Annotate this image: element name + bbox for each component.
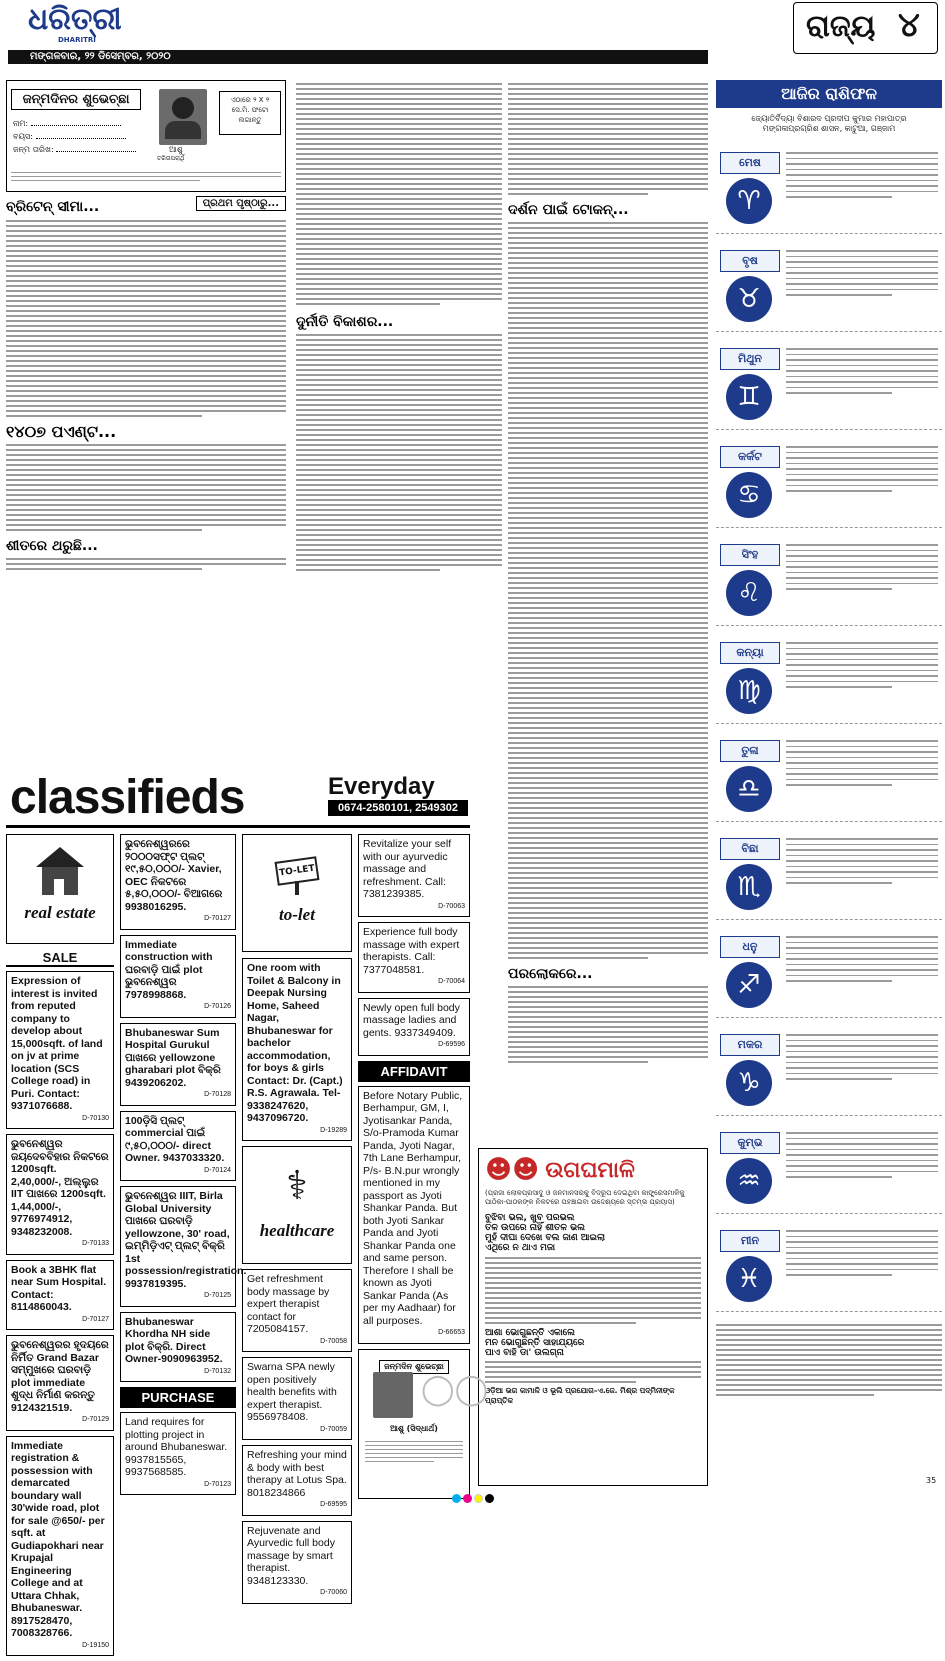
birthday-ad-photo xyxy=(373,1372,413,1418)
zodiac-prediction xyxy=(786,1226,938,1280)
ads-list xyxy=(242,1269,352,1604)
zodiac-sign-name: ତୁଳା xyxy=(720,740,780,762)
logo xyxy=(28,4,158,44)
birthday-sample-name: ଆଶୁ xyxy=(169,145,183,154)
horoscope-title: ଆଜିର ରାଶିଫଳ xyxy=(716,80,942,108)
classified-ad-code: D-70129 xyxy=(82,1416,109,1423)
classifieds-everyday: Everyday xyxy=(328,773,435,800)
zodiac-sign-name: ସିଂହ xyxy=(720,544,780,566)
ugaghamali-verse: ବୁଝିବା ଭଲ, ଖୁବ ପରଭଲ xyxy=(485,1213,575,1223)
classified-ad-code: D-19150 xyxy=(82,1641,109,1649)
classified-ad-text: Newly open full body massage ladies and gents. 9337349409. xyxy=(363,1001,460,1039)
classified-col-1 xyxy=(6,834,114,1661)
classified-ad xyxy=(120,1412,236,1495)
zodiac-sign-name: ମକର xyxy=(720,1034,780,1056)
scorpio-icon: ♏ xyxy=(726,864,772,910)
zodiac-prediction xyxy=(786,834,938,888)
classified-ad xyxy=(120,1312,236,1383)
zodiac-sign-name: ଧନୁ xyxy=(720,936,780,958)
to-let-sign-icon: TO-LET xyxy=(270,849,324,893)
cancer-icon: ♋ xyxy=(726,472,772,518)
classified-ad-code: D-70059 xyxy=(320,1425,347,1433)
article-body xyxy=(296,334,502,571)
tag-front-page: ପ୍ରଥମ ପୃଷ୍ଠାରୁ... xyxy=(196,196,286,211)
healthcare-label: healthcare xyxy=(259,1221,335,1240)
house-icon xyxy=(30,847,90,897)
classified-ad xyxy=(6,1436,114,1657)
headline-token: ଦର୍ଶନ ପାଇଁ ଟୋକନ୍... xyxy=(508,202,629,218)
headline-winter: ଶୀତରେ ଥରୁଛି... xyxy=(6,538,98,554)
real-estate-banner xyxy=(6,834,114,944)
article-body xyxy=(508,222,708,959)
zodiac-block xyxy=(716,728,942,822)
sagittarius-icon: ♐ xyxy=(726,962,772,1008)
classified-ad-code: D-69596 xyxy=(438,1041,465,1048)
classified-ad-text: Immediate construction with ଘରବାଡ଼ି ପାଇଁ plot ଭୁବନେଶ୍ୱର 7978998868. xyxy=(125,938,213,1001)
field-name: ନାମ: xyxy=(13,119,29,128)
ads-list xyxy=(6,971,114,1656)
ads-list xyxy=(120,834,247,1495)
field-age: ବୟସ: xyxy=(13,132,33,141)
classified-ad-code: D-70126 xyxy=(204,1003,231,1010)
faces-icon: ☻☻ xyxy=(485,1155,540,1185)
classifieds-section xyxy=(6,771,489,1649)
zodiac-block xyxy=(716,1022,942,1116)
classified-ad xyxy=(120,1023,236,1106)
classified-ad-text: 100ଡ଼ିସି ପ୍ଲଟ୍ commercial ପାଇଁ ୯,୫୦,୦୦୦/- direct Owner. 9437033320. xyxy=(125,1114,225,1164)
classified-ad-code: D-69595 xyxy=(320,1501,347,1508)
page-corner-number: 35 xyxy=(926,1476,937,1485)
classified-ad-code: D-70058 xyxy=(320,1337,347,1345)
headline-points: ୧୪୦୭ ପଏଣ୍ଟ... xyxy=(6,422,117,441)
article-body xyxy=(6,220,286,417)
birthday-ad-name: ଆଶୁ (ସିଦ୍ଧାର୍ଥ) xyxy=(390,1423,438,1433)
zodiac-prediction xyxy=(786,736,938,790)
pisces-icon: ♓ xyxy=(726,1256,772,1302)
classified-ad xyxy=(120,935,236,1018)
classified-col-4 xyxy=(358,834,489,1499)
article-body xyxy=(6,444,286,531)
healthcare-banner xyxy=(242,1146,352,1264)
zodiac-sign-name: କନ୍ୟା xyxy=(720,642,780,664)
classified-ad xyxy=(242,1521,352,1604)
classified-ad-text: Bhubaneswar Khordha NH side plot ବିକ୍ରି. Direct Owner-9090963952. xyxy=(125,1315,223,1365)
headline-obituary: ପରଲୋକରେ... xyxy=(508,966,593,982)
classified-ad xyxy=(6,1260,114,1331)
affidavit-label: AFFIDAVIT xyxy=(358,1061,470,1082)
zodiac-prediction xyxy=(786,540,938,594)
ads-list xyxy=(242,958,352,1141)
classified-col-2 xyxy=(120,834,247,1500)
dateline: ମଙ୍ଗଳବାର, ୨୨ ଡିସେମ୍ବର, ୨୦୨୦ xyxy=(30,51,171,62)
zodiac-prediction xyxy=(786,638,938,692)
article-middle xyxy=(296,80,502,766)
zodiac-block xyxy=(716,532,942,626)
to-let-label: to-let xyxy=(279,905,315,924)
classified-ad-text: Get refreshment body massage by expert therapist contact for 7205084157. xyxy=(247,1273,330,1335)
classified-ad-code: D-19289 xyxy=(320,1126,347,1134)
classified-ad xyxy=(358,922,470,993)
birthday-photo xyxy=(159,89,207,145)
zodiac-sign-name: ବୃଷ xyxy=(720,250,780,272)
section-title: ରାଜ୍ୟ xyxy=(806,9,876,44)
zodiac-block xyxy=(716,1120,942,1214)
astrologer-name: ଜ୍ୟୋତିର୍ବିଦ୍ୟା ବିଶାରଦ ପ୍ରଦୀପ କୁମାର ମହାପାତ୍ର xyxy=(751,114,907,123)
zodiac-prediction xyxy=(786,442,938,496)
classified-ad-text: Expression of interest is invited from reputed company to develop about 15,000sqft. of land on jv at prime location (SCS College road) in Puri. Contact: 9371076688. xyxy=(11,975,103,1112)
classified-ad-code: D-70127 xyxy=(82,1315,109,1323)
zodiac-prediction xyxy=(786,1128,938,1182)
ugaghamali-credit: ଓଡ଼ିଆ ଭଗ କାମାଳି ଓ ଭୂଲି ପ୍ରଯୋଗ–ଏ.ଜେ. ମିଶ୍ର ପଦ୍ମିନୀଙ୍କ ପ୍ରାପ୍ତିକ xyxy=(485,1386,675,1405)
classified-ad xyxy=(358,1086,470,1344)
classified-ad-code: D-70063 xyxy=(438,902,465,910)
headline-corruption: ଦୁର୍ନୀତି ବିକାଶର... xyxy=(296,314,394,330)
sale-label: SALE xyxy=(6,950,114,967)
headline-britain: ବ୍ରିଟେନ୍ ସୀମା... xyxy=(6,199,100,215)
classified-ad-code: D-70060 xyxy=(320,1589,347,1596)
horoscope-footer-text xyxy=(716,1324,942,1396)
classified-ad xyxy=(120,1111,236,1182)
zodiac-sign-name: ମୀନ xyxy=(720,1230,780,1252)
classified-ad-text: ଭୁବନେଶ୍ୱରରେ ୨୦୦୦ସଫ୍ଟ ପ୍ଲଟ୍ ୧୯,୫୦,୦୦୦/- Xavier, OEC ନିକଟରେ ୫,୫୦,୦୦୦/- ବିଆଗରେ 9938016295. xyxy=(125,838,223,913)
classified-ad xyxy=(120,834,236,930)
classified-ad xyxy=(120,1186,247,1307)
zodiac-block xyxy=(716,1218,942,1312)
ads-list xyxy=(358,834,470,1056)
classified-ad-text: Land requires for plotting project in around Bhubaneswar. 9937815565, 9937568585. xyxy=(125,1416,228,1478)
zodiac-prediction xyxy=(786,1030,938,1084)
ugaghamali-verse: ମୁହଁ ଦୀଘା ଦେଖେ ବଲ ଜାଣ ଆଇଲା xyxy=(485,1233,606,1243)
zodiac-sign-name: ମେଷ xyxy=(720,152,780,174)
classified-ad xyxy=(242,1357,352,1440)
birthday-form-title: ଜନ୍ମଦିନର ଶୁଭେଚ୍ଛା xyxy=(11,89,141,110)
zodiac-sign-name: କୁମ୍ଭ xyxy=(720,1132,780,1154)
ugaghamali-footer: ମନ ଭୋଗୁଛନ୍ତି ସାହାଯ୍ୟରେ xyxy=(485,1338,585,1348)
ugaghamali-verse: ଏଥିରେ ନ ଥାଏ ମଜା xyxy=(485,1243,556,1253)
horoscope-column xyxy=(716,80,942,1488)
zodiac-block xyxy=(716,238,942,332)
to-let-banner xyxy=(242,834,352,952)
classified-ad-text: One room with Toilet & Balcony in Deepak Nursing Home, Saheed Nagar, Bhubaneswar for bachelor accommodation, for boys & girls Contact: Dr. (Capt.) R.S. Agrawala. Tel- 9338247620, 9437096720. xyxy=(247,962,343,1124)
classified-ad-text: Swarna SPA newly open positively health benefits with expert therapist. 9556978408. xyxy=(247,1361,337,1423)
zodiac-prediction xyxy=(786,246,938,300)
zodiac-sign-name: ମିଥୁନ xyxy=(720,348,780,370)
aries-icon: ♈ xyxy=(726,178,772,224)
zodiac-prediction xyxy=(786,932,938,986)
classified-ad xyxy=(242,958,352,1141)
birthday-form-fields xyxy=(13,117,153,156)
zodiac-block xyxy=(716,336,942,430)
zodiac-block xyxy=(716,924,942,1018)
ugaghamali-footer: ଆଶା ଭୋଗୁଛନ୍ତି ଏକାଲେ xyxy=(485,1328,575,1338)
classified-ad xyxy=(358,998,470,1056)
classified-ad-code: D-70123 xyxy=(204,1480,231,1488)
field-dob: ଜନ୍ମ ତାରିଖ: xyxy=(13,145,54,154)
classified-ad xyxy=(242,1269,352,1352)
aquarius-icon: ♒ xyxy=(726,1158,772,1204)
ugaghamali-subtitle: (ପ୍ରଜା ଲୋକପ୍ରସାଦୁ ଓ ଜନମାନସରକୁ ବିଦ୍ରୂପ ଦେଇଥିବା କାଙ୍ଗ୍ରେସମାଳିକୁ ପାଠିକା-ପାଠକଙ୍କ ନିକଟରେ ପହଞ୍ଚାଇବା ଉଦ୍ଦେଶ୍ୟରେ ସ୍ତମ୍ଭ ପ୍ରୟାସ) xyxy=(485,1189,685,1206)
classified-ad xyxy=(242,1445,352,1516)
masthead xyxy=(0,0,945,70)
capricorn-icon: ♑ xyxy=(726,1060,772,1106)
classified-ad-code: D-66653 xyxy=(438,1329,465,1336)
birthday-ad xyxy=(358,1349,489,1499)
article-body xyxy=(296,83,502,305)
section-title-box xyxy=(793,2,938,54)
classified-ad-text: Revitalize your self with our ayurvedic massage and refreshment. Call: 7381239385. xyxy=(363,838,452,900)
classifieds-phone: 0674-2580101, 2549302 xyxy=(328,800,468,816)
logo-text: ଧରିତ୍ରୀ xyxy=(28,2,122,37)
ads-list xyxy=(358,1086,470,1344)
classified-ad-text: Immediate registration & possession with demarcated boundary wall 30'wide road, plot for sale @650/- per sqft. at Gudiapokhari near Krupajal Engineering College and at Uttara Chhak, Bhubaneswar. 8917528470, 7008328766. xyxy=(11,1439,105,1639)
zodiac-sign-name: କର୍କଟ xyxy=(720,446,780,468)
classifieds-title: classifieds xyxy=(10,771,245,824)
classified-ad xyxy=(6,1134,114,1255)
zodiac-block xyxy=(716,434,942,528)
stethoscope-icon: ⚕ xyxy=(286,1163,308,1209)
zodiac-block xyxy=(716,140,942,234)
ugaghamali-box xyxy=(478,1148,708,1486)
classified-ad-code: D-70125 xyxy=(204,1292,231,1299)
classified-ad-text: Refreshing your mind & body with best therapy at Lotus Spa. 8018234866 xyxy=(247,1449,347,1499)
ugaghamali-title: ☻☻ ଉଗଘମାଳି xyxy=(485,1155,635,1185)
classifieds-header xyxy=(6,772,470,828)
astrologer-address: ମଙ୍ଗଳାପ୍ରଗ୍ରିଶ ଶାସନ, କାଟୁଆ, ଗଞ୍ଜାମ xyxy=(762,124,896,133)
birthday-form xyxy=(6,80,286,192)
ugaghamali-verse: ତଳ ଉପରେ ନାହିଁ ଶୀତଳ ଭଲ xyxy=(485,1223,585,1233)
birthday-ad-title: ଜନ୍ମଦିନ ଶୁଭେଚ୍ଛା xyxy=(379,1360,449,1374)
classified-ad xyxy=(6,1335,114,1431)
logo-sub: DHARITRI xyxy=(58,36,96,44)
article-body xyxy=(508,986,708,1063)
zodiac-list xyxy=(716,140,942,1318)
birthday-photo-note: ଏଠାରେ ୨ X ୨ ସେ.ମି. ଫଟୋ ଲଗାନ୍ତୁ xyxy=(219,91,281,135)
classified-ad-text: Bhubaneswar Sum Hospital Gurukul ପାଖରେ yellowzone gharabari plot ବିକ୍ରି 9439206202. xyxy=(125,1026,221,1089)
classified-ad-text: Book a 3BHK flat near Sum Hospital. Contact: 8114860043. xyxy=(11,1263,107,1313)
classified-ad-code: D-70130 xyxy=(82,1114,109,1122)
print-registration-marks xyxy=(0,1488,945,1498)
article-body xyxy=(508,83,708,195)
ugaghamali-footer: ପାଏ ବାହି ଡା' ଉଲଗ୍ନା xyxy=(485,1348,564,1358)
article-body xyxy=(6,558,286,570)
classified-ad-code: D-70128 xyxy=(204,1091,231,1098)
classified-ad-text: Experience full body massage with expert therapists. Call: 7377048581. xyxy=(363,926,460,976)
classified-ad-text: ଭୁବନେଶ୍ୱର ଜୟଦେବବିହାର ନିକଟରେ 1200sqft. 2,40,000/-, ଅଲ୍ଲୁର IIT ପାଖରେ 1200sqft. 1,44,000/-, 9776974912, 9348232008. xyxy=(11,1138,109,1238)
classified-ad-code: D-70124 xyxy=(204,1166,231,1174)
libra-icon: ♎ xyxy=(726,766,772,812)
zodiac-block xyxy=(716,630,942,724)
virgo-icon: ♍ xyxy=(726,668,772,714)
purchase-heading: PURCHASE xyxy=(120,1387,236,1408)
article-left xyxy=(6,196,286,766)
classified-ad-text: Before Notary Public, Berhampur, GM, I, Jyotisankar Panda, S/o-Pramoda Kumar Panda, Jyoti Nagar, 7th Lane Berhampur, P/s- B.N.pur wrongly mentioned in my passport as Jyoti Shankar Panda. But both Jyoti Sankar Panda and Jyoti Shankar Panda one and same person. Therefore I shall be known as Jyoti Sankar Panda (As per my Aadhaar) for all purposes. xyxy=(363,1089,463,1327)
balloons-icon: ◯◯ xyxy=(421,1371,489,1407)
gemini-icon: ♊ xyxy=(726,374,772,420)
zodiac-prediction xyxy=(786,148,938,202)
zodiac-prediction xyxy=(786,344,938,398)
classified-ad xyxy=(6,971,114,1129)
zodiac-block xyxy=(716,826,942,920)
classified-ad-text: ଭୁବନେଶ୍ୱରର ହୃଦୟରେ ନିର୍ମିତ Grand Bazar ସମ୍ମୁଖରେ ଘରବାଡ଼ି plot immediate ଶୁଦ୍ଧ ନିର୍ମାଣ କରନ୍ତୁ 9124321519. xyxy=(11,1339,109,1414)
classified-ad-code: D-70064 xyxy=(438,978,465,985)
leo-icon: ♌ xyxy=(726,570,772,616)
classified-ad-code: D-70133 xyxy=(82,1240,109,1247)
classified-ad-code: D-70127 xyxy=(204,915,231,922)
zodiac-sign-name: ବିଛା xyxy=(720,838,780,860)
real-estate-label: real estate xyxy=(24,903,96,922)
classified-ad-text: ଭୁବନେଶ୍ୱର IIIT, Birla Global University ପାଖରେ ଘରବାଡ଼ି yellowzone, 30' road, ଇମ୍ମିଡ଼ିଏଟ୍ ପ୍ଲଟ୍ ବିକ୍ରି 1st possession/registration. 9937819395. xyxy=(125,1190,247,1290)
page-number: ୪ xyxy=(898,5,920,45)
birthday-sample-sub: ତରିତାପରାର୍ଥି xyxy=(157,155,185,162)
classified-ad-code: D-70132 xyxy=(204,1367,231,1375)
classified-ad xyxy=(358,834,470,917)
classified-ad-text: Rejuvenate and Ayurvedic full body massage by smart therapist. 9348123330. xyxy=(247,1524,335,1587)
taurus-icon: ♉ xyxy=(726,276,772,322)
